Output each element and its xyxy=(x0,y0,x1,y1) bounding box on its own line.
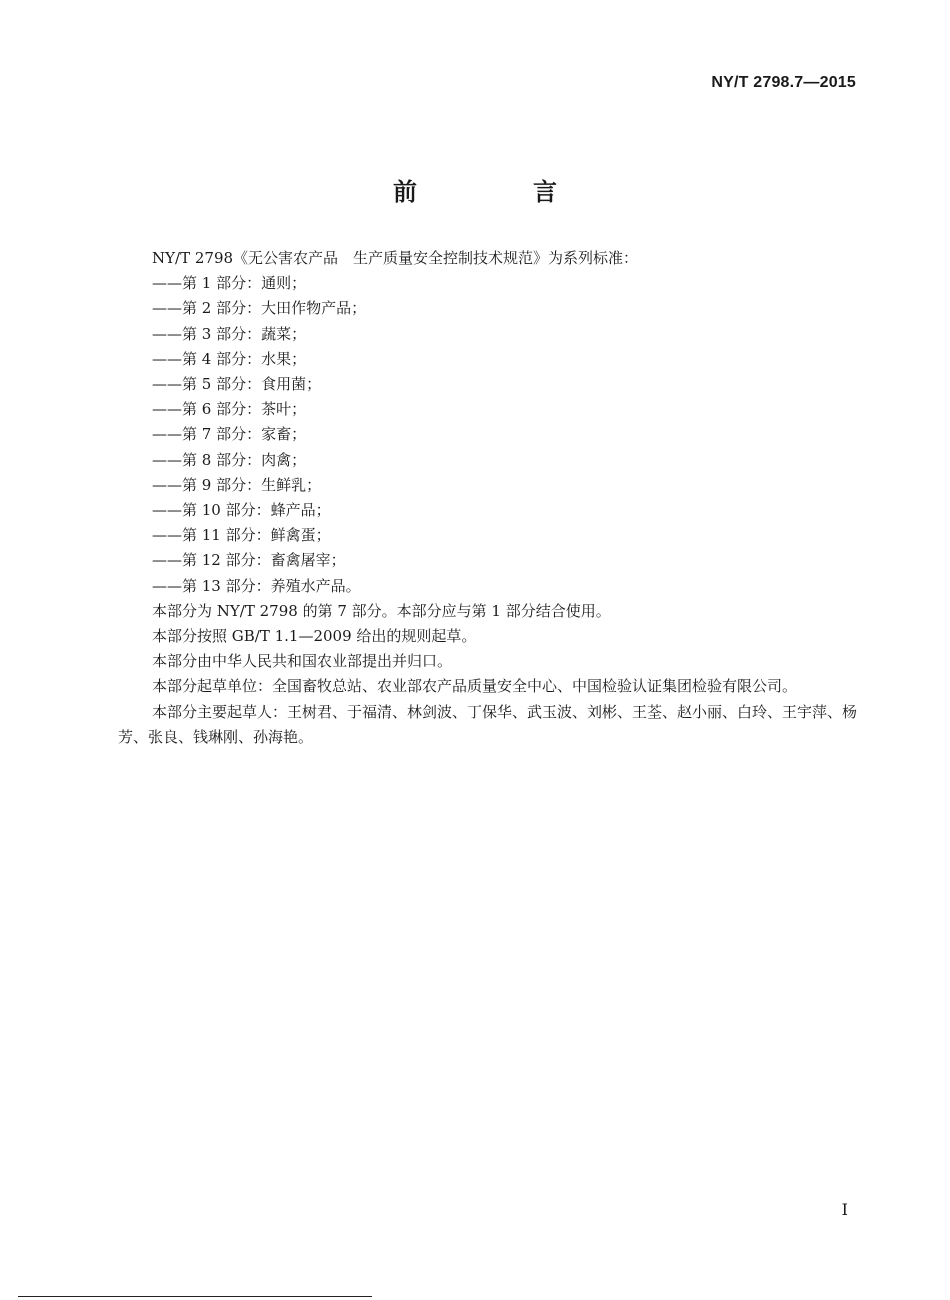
proposer-statement: 本部分由中华人民共和国农业部提出并归口。 xyxy=(152,652,453,671)
list-item: ——第 1 部分：通则； xyxy=(152,274,307,293)
list-item: ——第 3 部分：蔬菜； xyxy=(152,324,307,343)
drafting-units: 本部分起草单位：全国畜牧总站、农业部农产品质量安全中心、中国检验认证集团检验有限公司。 xyxy=(152,677,798,696)
list-item: ——第 2 部分：大田作物产品； xyxy=(152,299,367,318)
list-item: ——第 12 部分：畜禽屠宰； xyxy=(152,551,346,570)
standard-code: NY/T 2798.7—2015 xyxy=(711,74,856,91)
list-item: ——第 10 部分：蜂产品； xyxy=(152,501,331,520)
list-item: ——第 6 部分：茶叶； xyxy=(152,400,307,419)
page-number: I xyxy=(841,1200,848,1219)
list-item: ——第 8 部分：肉禽； xyxy=(152,450,307,469)
foreword-body xyxy=(118,246,860,750)
drafting-rules: 本部分按照 GB/T 1.1—2009 给出的规则起草。 xyxy=(152,627,477,646)
list-item: ——第 13 部分：养殖水产品。 xyxy=(152,576,361,595)
list-item: ——第 11 部分：鲜禽蛋； xyxy=(152,526,331,545)
list-item: ——第 4 部分：水果； xyxy=(152,349,307,368)
part-statement: 本部分为 NY/T 2798 的第 7 部分。本部分应与第 1 部分结合使用。 xyxy=(152,601,611,620)
main-drafters: 本部分主要起草人：王树君、于福清、林剑波、丁保华、武玉波、刘彬、王荃、赵小丽、白玲、王宇萍、杨芳、张良、钱琳刚、孙海艳。 xyxy=(118,702,858,746)
intro-paragraph: NY/T 2798《无公害农产品 生产质量安全控制技术规范》为系列标准： xyxy=(152,249,639,267)
page-title: 前 言 xyxy=(393,178,603,206)
list-item: ——第 7 部分：家畜； xyxy=(152,425,307,444)
list-item: ——第 9 部分：生鲜乳； xyxy=(152,475,322,494)
footer-divider xyxy=(18,1296,372,1297)
parts-list xyxy=(118,271,860,599)
list-item: ——第 5 部分：食用菌； xyxy=(152,375,322,394)
